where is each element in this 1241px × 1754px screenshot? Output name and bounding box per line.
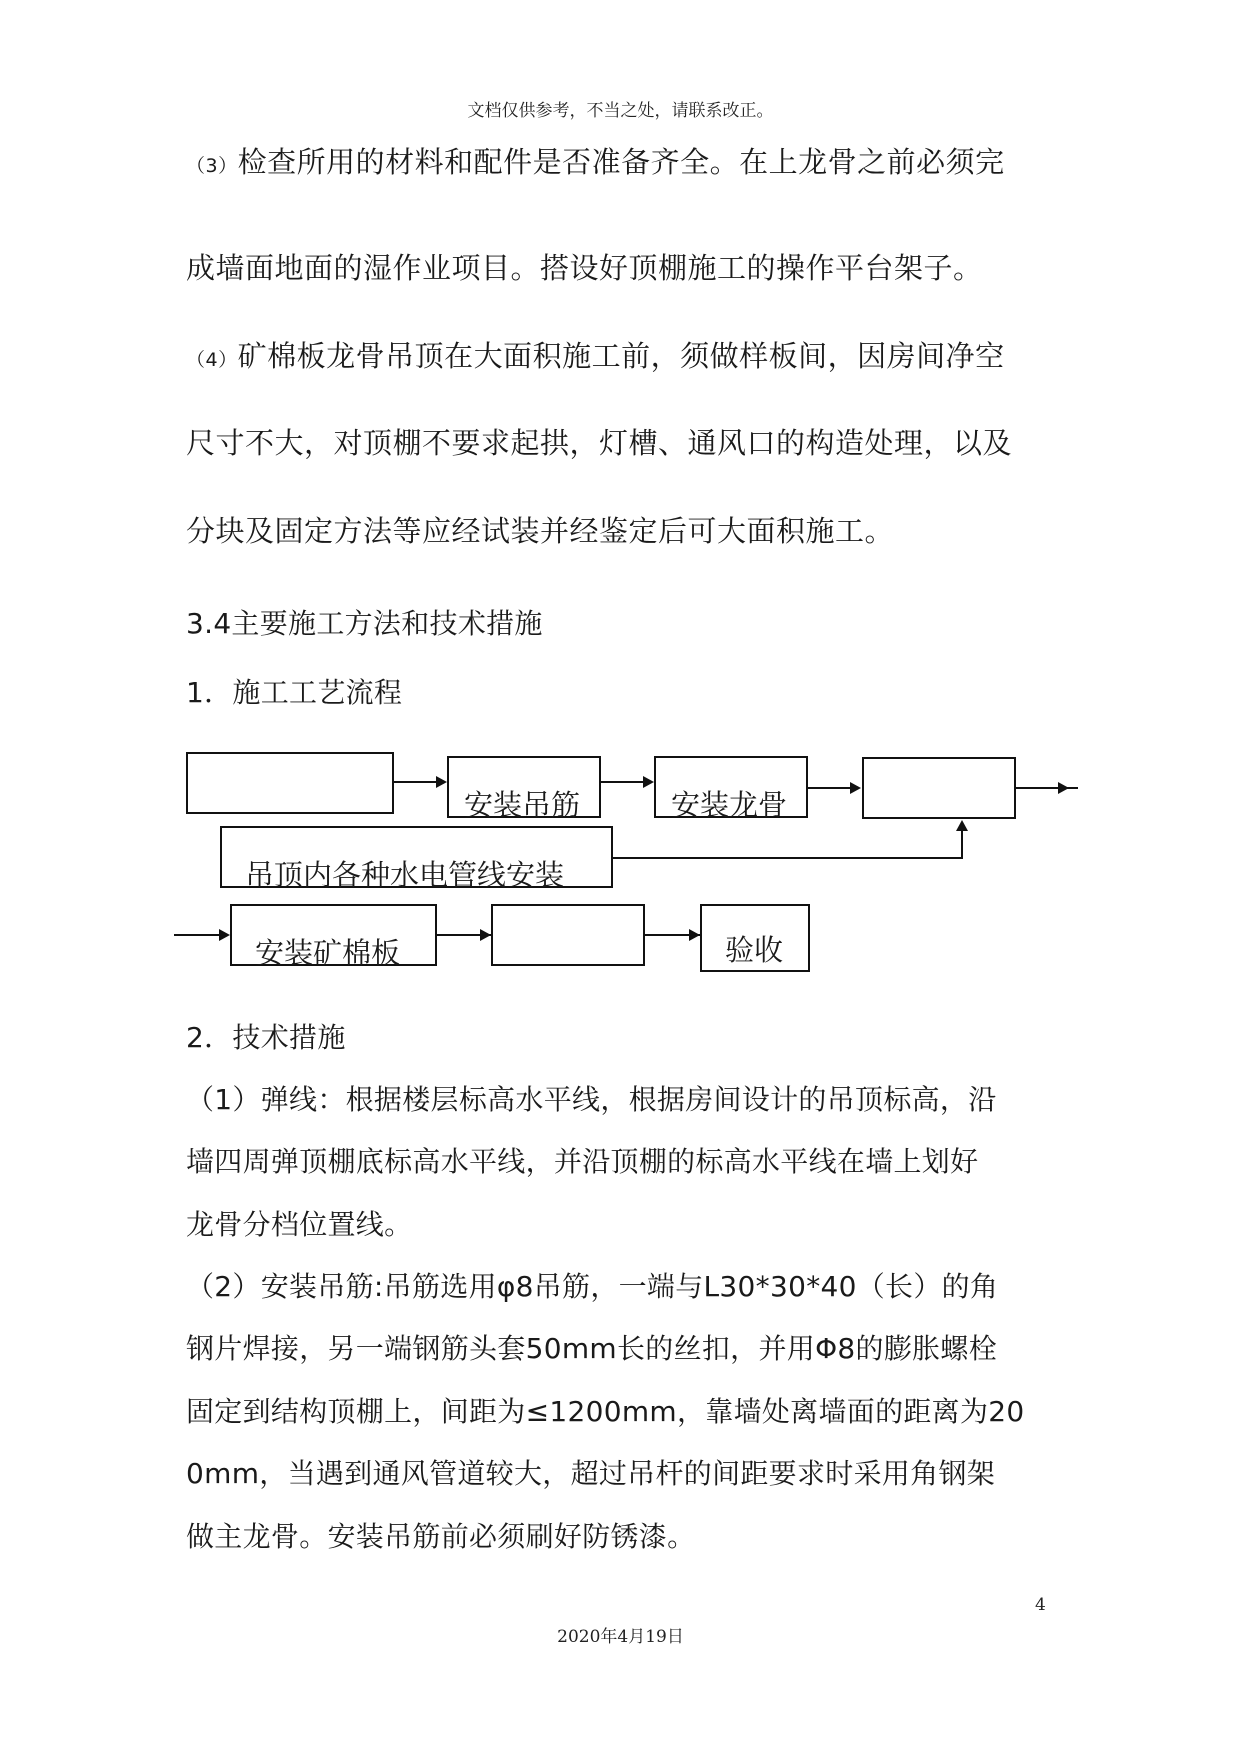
flow-box-blank-2	[862, 757, 1016, 819]
flow-box-blank-1	[186, 752, 394, 814]
flow-connector	[808, 787, 854, 789]
arrow-right-icon	[850, 782, 861, 794]
flow-box-label: 吊顶内各种水电管线安装	[245, 858, 565, 892]
flow-connector	[961, 830, 963, 859]
header-disclaimer: 文档仅供参考，不当之处，请联系改正。	[467, 101, 774, 121]
flow-box-install-mineral-board	[230, 904, 437, 970]
paragraph-4-line-2: 尺寸不大，对顶棚不要求起拱，灯槽、通风口的构造处理，以及	[186, 426, 1013, 460]
arrow-right-icon	[643, 776, 654, 788]
subheading-process-flow: 1．施工工艺流程	[186, 676, 403, 709]
flow-box-install-keel	[654, 756, 808, 822]
paragraph-4-line-3: 分块及固定方法等应经试装并经鉴定后可大面积施工。	[186, 514, 895, 548]
measure-2-line-3: 固定到结构顶棚上，间距为≤1200mm，靠墙处离墙面的距离为20	[186, 1395, 1025, 1428]
flow-box-install-hangers	[447, 756, 601, 822]
measure-1-line-3: 龙骨分档位置线。	[186, 1208, 413, 1241]
paragraph-4-number: （4）	[186, 349, 238, 371]
paragraph-3-number: （3）	[186, 155, 238, 177]
flow-box-label: 安装矿棉板	[255, 936, 401, 970]
arrow-right-icon	[689, 929, 700, 941]
arrow-right-icon	[436, 776, 447, 788]
flow-box-pipes-install	[220, 826, 613, 892]
paragraph-3-line-1	[186, 140, 1005, 181]
arrow-right-icon	[1058, 782, 1069, 794]
subheading-technical-measures: 2．技术措施	[186, 1021, 346, 1054]
measure-1-line-1: （1）弹线：根据楼层标高水平线，根据房间设计的吊顶标高，沿	[186, 1083, 997, 1116]
measure-2-line-1: （2）安装吊筋:吊筋选用φ8吊筋，一端与L30*30*40（长）的角	[186, 1270, 999, 1303]
flow-box-label: 安装龙骨	[671, 788, 788, 822]
flow-connector	[613, 857, 963, 859]
measure-1-line-2: 墙四周弹顶棚底标高水平线，并沿顶棚的标高水平线在墙上划好	[186, 1145, 979, 1178]
paragraph-3-text: 检查所用的材料和配件是否准备齐全。在上龙骨之前必须完	[237, 145, 1005, 179]
footer-date: 2020年4月19日	[557, 1627, 684, 1647]
page-number: 4	[1035, 1595, 1046, 1615]
section-heading: 3.4主要施工方法和技术措施	[186, 607, 543, 640]
paragraph-3-line-2: 成墙面地面的湿作业项目。搭设好顶棚施工的操作平台架子。	[186, 251, 983, 285]
flow-connector	[601, 781, 647, 783]
flow-connector	[174, 934, 222, 936]
measure-2-line-5: 做主龙骨。安装吊筋前必须刷好防锈漆。	[186, 1520, 696, 1553]
flow-box-acceptance	[700, 904, 810, 972]
flow-box-blank-3	[491, 904, 645, 966]
arrow-up-icon	[956, 820, 968, 831]
paragraph-4-text: 矿棉板龙骨吊顶在大面积施工前，须做样板间，因房间净空	[237, 339, 1005, 373]
measure-2-line-2: 钢片焊接，另一端钢筋头套50mm长的丝扣，并用Φ8的膨胀螺栓	[186, 1332, 998, 1365]
flow-box-label: 安装吊筋	[464, 788, 581, 822]
paragraph-4-line-1	[186, 334, 1005, 375]
flow-connector	[394, 781, 440, 783]
measure-2-line-4: 0mm，当遇到通风管道较大，超过吊杆的间距要求时采用角钢架	[186, 1457, 996, 1490]
arrow-right-icon	[219, 929, 230, 941]
flow-box-label: 验收	[725, 933, 784, 967]
arrow-right-icon	[480, 929, 491, 941]
